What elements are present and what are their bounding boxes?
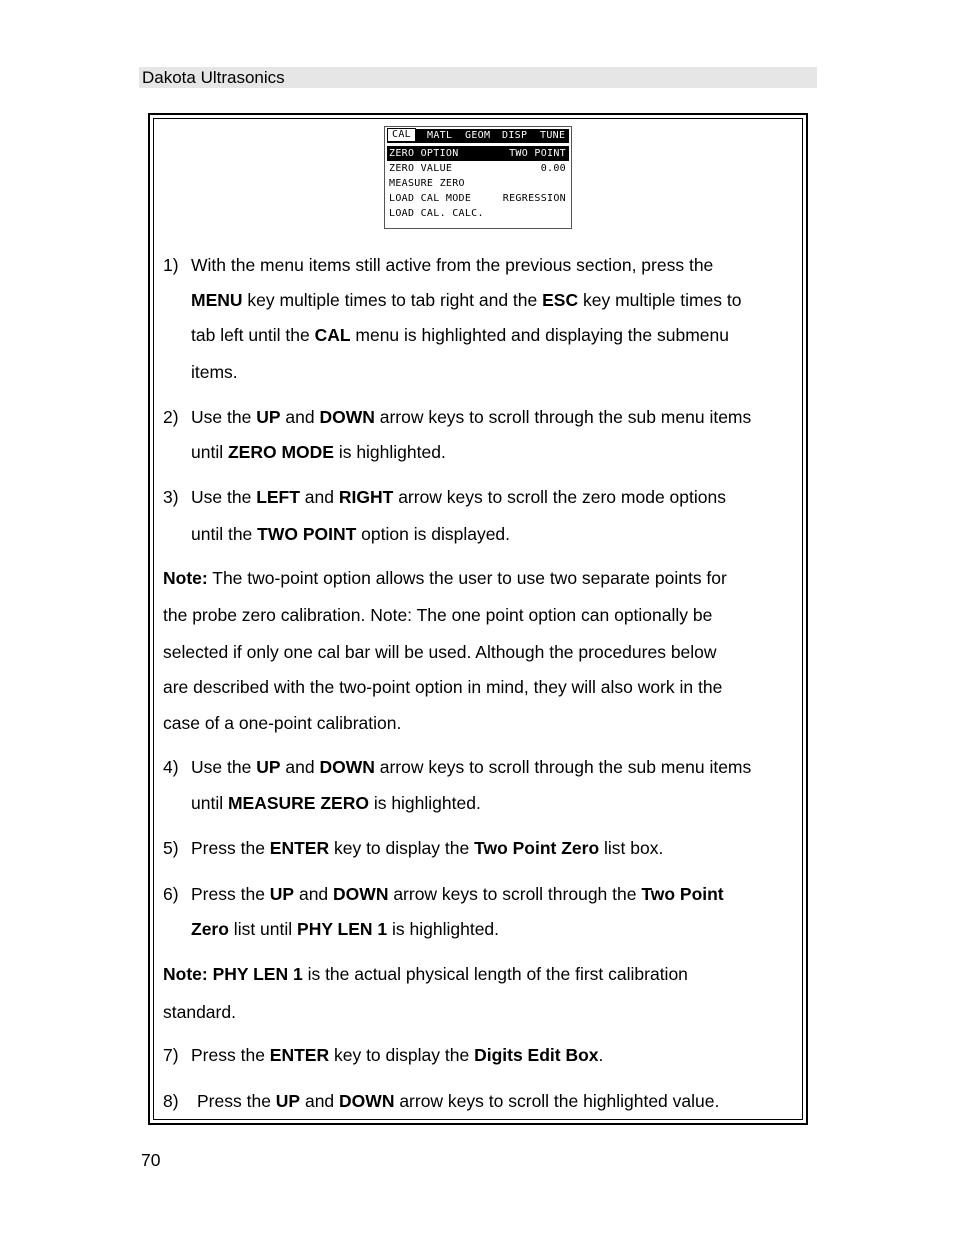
step-number: 3)	[163, 487, 179, 507]
step-number: 1)	[163, 255, 179, 275]
step-3-line-2: until the TWO POINT option is displayed.	[191, 524, 511, 544]
lcd-tab-geom: GEOM	[465, 130, 491, 141]
lcd-row-label: ZERO OPTION	[389, 148, 459, 159]
lcd-row-zero-value	[387, 161, 569, 176]
lcd-row-measure-zero	[387, 176, 569, 191]
step-8-line-1: Press the UP and DOWN arrow keys to scroll the highlighted value.	[197, 1091, 720, 1111]
step-3-line-1: Use the LEFT and RIGHT arrow keys to scroll the zero mode options	[191, 487, 726, 507]
lcd-row-value: 0.00	[540, 163, 566, 174]
lcd-screen	[384, 126, 572, 229]
note-2-line-1: Note: PHY LEN 1 is the actual physical length of the first calibration	[163, 964, 688, 984]
lcd-tab-bar	[387, 129, 569, 143]
step-1-line-2: MENU key multiple times to tab right and the ESC key multiple times to	[191, 290, 742, 310]
step-2-line-2: until ZERO MODE is highlighted.	[191, 442, 446, 462]
page-number: 70	[141, 1150, 161, 1170]
note-1-line-4: are described with the two-point option in mind, they will also work in the	[163, 677, 723, 697]
lcd-row-value: REGRESSION	[502, 193, 566, 204]
step-number: 5)	[163, 838, 179, 858]
step-number: 2)	[163, 407, 179, 427]
lcd-row-label: LOAD CAL. CALC.	[389, 208, 484, 219]
step-1-line-1: With the menu items still active from the previous section, press the	[191, 255, 714, 275]
note-1-line-1: Note: The two-point option allows the user to use two separate points for	[163, 568, 727, 588]
lcd-tab-tune: TUNE	[540, 130, 566, 141]
step-4-line-1: Use the UP and DOWN arrow keys to scroll through the sub menu items	[191, 757, 752, 777]
running-header	[139, 67, 817, 88]
step-number: 7)	[163, 1045, 179, 1065]
lcd-tab-cal: CAL	[387, 128, 416, 142]
step-5-line-1: Press the ENTER key to display the Two Point Zero list box.	[191, 838, 664, 858]
step-7-line-1: Press the ENTER key to display the Digits Edit Box.	[191, 1045, 604, 1065]
step-2-line-1: Use the UP and DOWN arrow keys to scroll through the sub menu items	[191, 407, 752, 427]
lcd-row-load-cal-mode	[387, 191, 569, 206]
lcd-row-label: ZERO VALUE	[389, 163, 453, 174]
lcd-tab-matl: MATL	[427, 130, 453, 141]
step-number: 8)	[163, 1091, 179, 1111]
step-number: 4)	[163, 757, 179, 777]
lcd-row-load-cal-calc	[387, 206, 569, 221]
step-1-line-4: items.	[191, 362, 238, 382]
lcd-row-label: MEASURE ZERO	[389, 178, 465, 189]
lcd-tab-disp: DISP	[502, 130, 528, 141]
lcd-row-label: LOAD CAL MODE	[389, 193, 472, 204]
step-6-line-1: Press the UP and DOWN arrow keys to scroll through the Two Point	[191, 884, 724, 904]
lcd-row-zero-option	[387, 146, 569, 161]
lcd-row-value: TWO POINT	[509, 148, 566, 159]
step-number: 6)	[163, 884, 179, 904]
step-4-line-2: until MEASURE ZERO is highlighted.	[191, 793, 481, 813]
note-2-line-2: standard.	[163, 1002, 236, 1022]
note-1-line-5: case of a one-point calibration.	[163, 713, 402, 733]
note-1-line-3: selected if only one cal bar will be used. Although the procedures below	[163, 642, 717, 662]
step-6-line-2: Zero list until PHY LEN 1 is highlighted.	[191, 919, 500, 939]
step-1-line-3: tab left until the CAL menu is highlighted and displaying the submenu	[191, 325, 729, 345]
note-1-line-2: the probe zero calibration. Note: The one point option can optionally be	[163, 605, 713, 625]
header-title: Dakota Ultrasonics	[142, 68, 285, 87]
